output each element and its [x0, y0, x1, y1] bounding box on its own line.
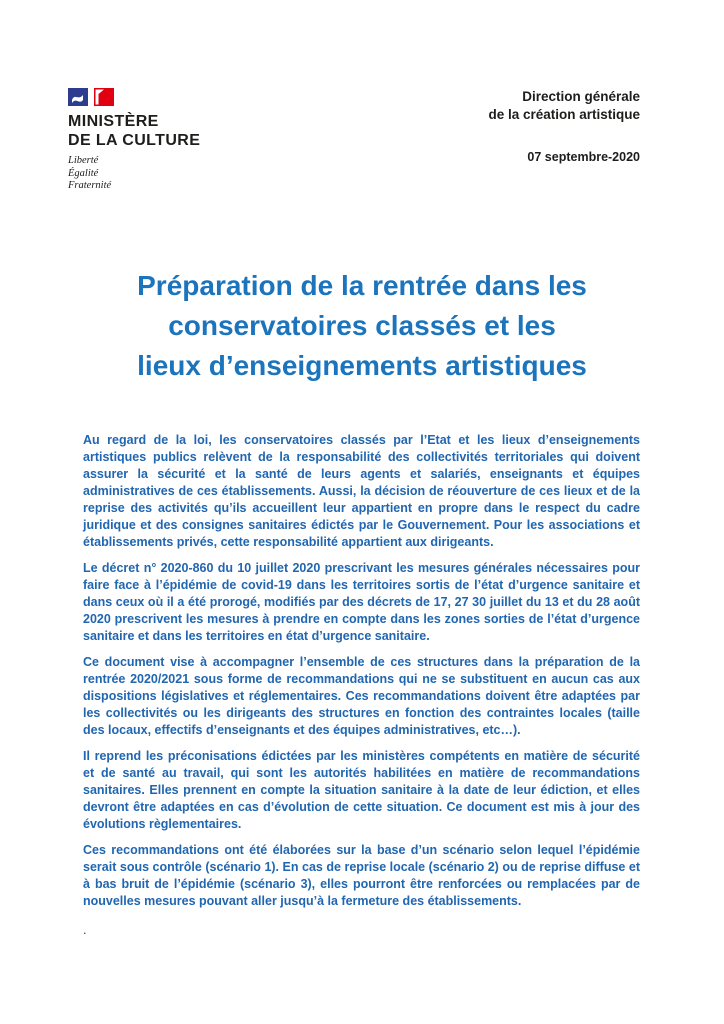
- document-title: [0, 266, 724, 386]
- paragraph-3: Ce document vise à accompagner l’ensemble de ces structures dans la préparation de la rentrée 2020/2021 sous forme de recommandations qui ne se substituent en aucun cas aux dispositions législatives et réglementaires. Ces recommandations doivent être adaptées par les collectivités ou les dirigeants des structures en fonction des contraintes locales (taille des locaux, effectifs d’enseignants et des équipes administratives, etc…).: [83, 655, 640, 737]
- direction-line2: de la création artistique: [488, 107, 640, 122]
- paragraph-4: Il reprend les préconisations édictées par les ministères compétents en matière de sécurité et de santé au travail, qui sont les autorités habilitées en matière de recommandations sanitaires. Elles prennent en compte la situation sanitaire à la date de leur édiction, et elles devront être adaptées en cas d’évolution de cette situation. Ce document est mis à jour des évolutions règlementaires.: [83, 749, 640, 831]
- paragraph-5: Ces recommandations ont été élaborées sur la base d’un scénario selon lequel l’épidémie serait sous contrôle (scénario 1). En cas de reprise locale (scénario 2) ou de reprise diffuse et à bas bruit de l’épidémie (scénario 3), elles pourront être renforcées ou remplacées par de nouvelles mesures pouvant aller jusqu’à la fermeture des établissements.: [83, 843, 640, 908]
- title-line3: lieux d’enseignements artistiques: [137, 350, 587, 381]
- document-date: 07 septembre-2020: [527, 150, 640, 164]
- ministry-logo-block: [68, 88, 228, 193]
- ministry-motto: [68, 155, 228, 193]
- direction-name: [488, 88, 640, 124]
- trailing-period: .: [83, 923, 87, 937]
- motto-liberte: Liberté: [68, 155, 99, 166]
- french-flag-marianne-icon: [68, 88, 114, 107]
- paragraph-1: Au regard de la loi, les conservatoires classés par l’Etat et les lieux d’enseignements artistiques publics relèvent de la responsabilité des collectivités territoriales qui doivent assurer la sécurité et la santé de leurs agents et salariés, enseignants et équipes administratives de ces établissements. Aussi, la décision de réouverture de ces lieux et de la reprise des activités qu’ils accueillent leur appartient en propre dans le respect du cadre juridique et des consignes sanitaires édictés par le Gouvernement. Pour les associations et établissements privés, cette responsabilité appartient aux dirigeants.: [83, 433, 640, 549]
- ministry-name: [68, 112, 228, 150]
- motto-fraternite: Fraternité: [68, 180, 112, 191]
- title-line2: conservatoires classés et les: [168, 310, 556, 341]
- motto-egalite: Égalité: [68, 167, 99, 179]
- header-right-block: [488, 88, 640, 164]
- title-line1: Préparation de la rentrée dans les: [137, 270, 587, 301]
- document-body: [83, 432, 640, 948]
- ministry-name-line1: MINISTÈRE: [68, 113, 159, 130]
- direction-line1: Direction générale: [522, 89, 640, 104]
- ministry-name-line2: DE LA CULTURE: [68, 132, 201, 149]
- paragraph-2: Le décret n° 2020-860 du 10 juillet 2020 prescrivant les mesures générales nécessaires pour faire face à l’épidémie de covid-19 dans les territoires sortis de l’état d’urgence sanitaire et dans ceux où il a été prorogé, modifiés par des décrets de 17, 27 30 juillet du 13 et du 28 août 2020 prescrivent les mesures à prendre en compte dans les zones sorties de l’état d’urgence sanitaire et dans les territoires en état d’urgence sanitaire.: [83, 561, 640, 643]
